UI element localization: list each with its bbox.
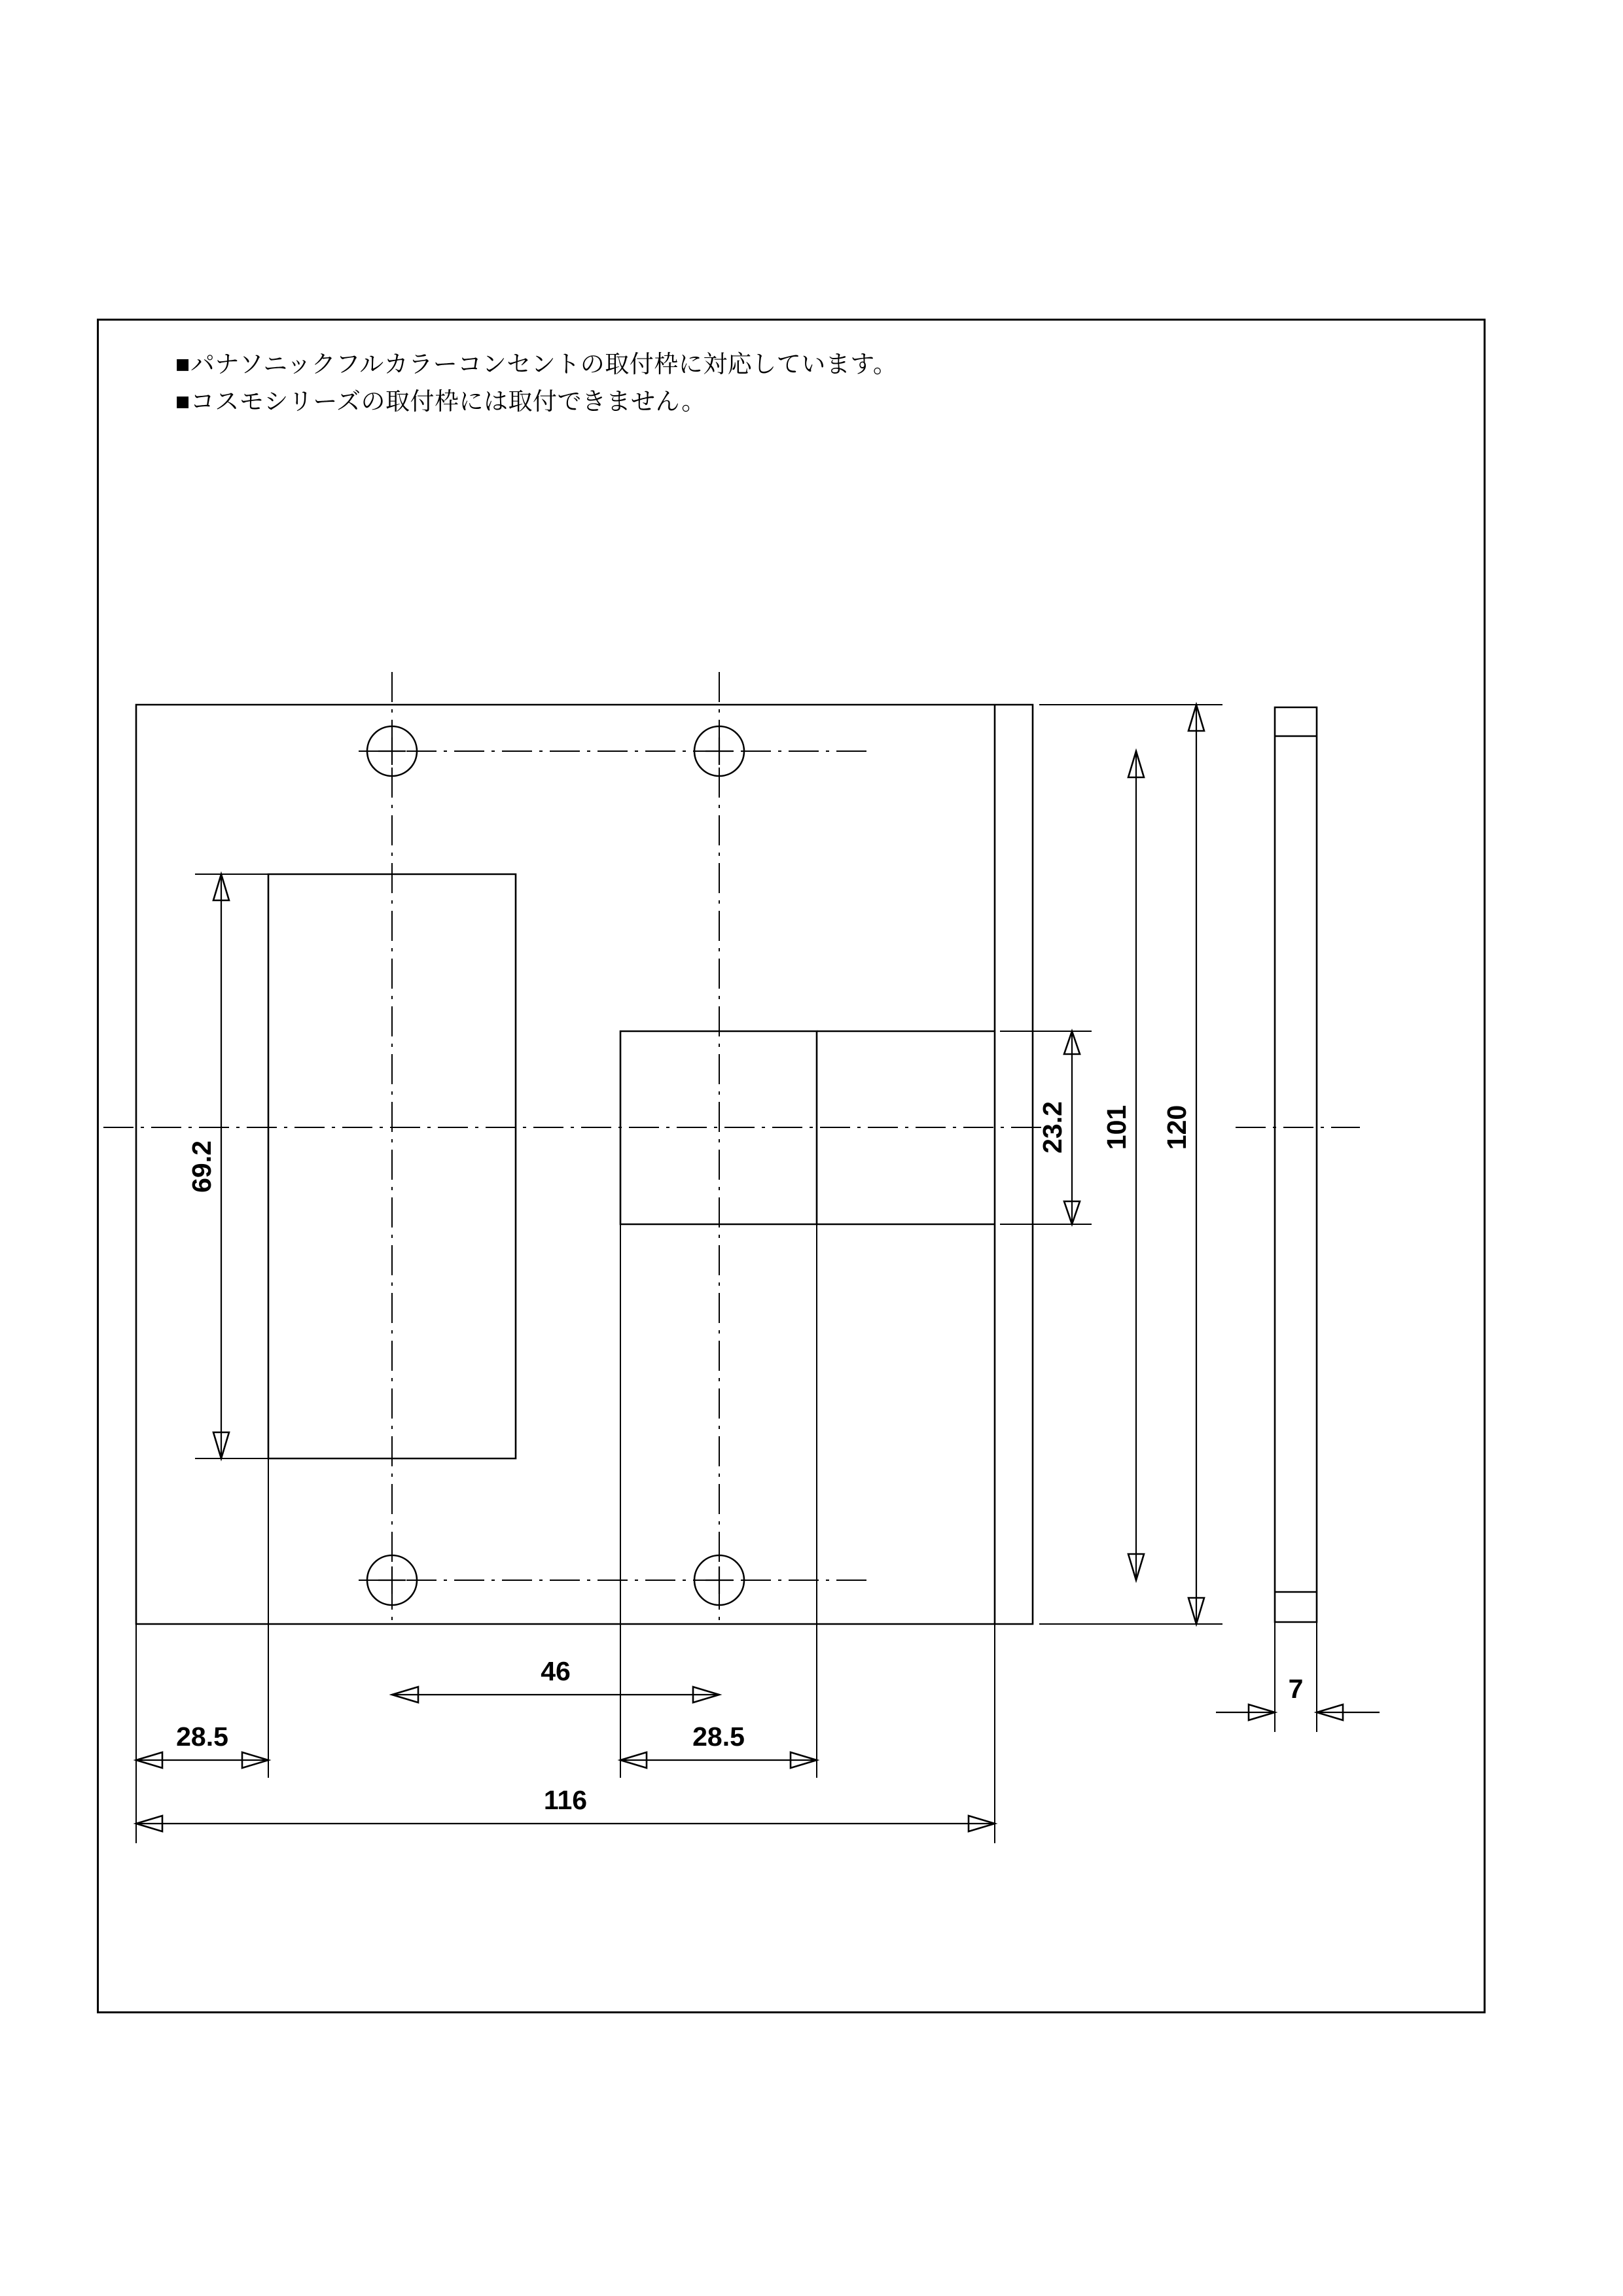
dimension-7 [1216,1622,1380,1732]
note-line-1: ■パナソニックフルカラーコンセントの取付枠に対応しています。 [175,351,898,378]
dimension-69-2 [187,874,274,1458]
note-line-2: ■コスモシリーズの取付枠には取付できません。 [175,388,706,415]
dimension-7-label: 7 [1288,1674,1304,1704]
dimension-46-label: 46 [541,1656,571,1686]
dimension-69-2-label: 69.2 [187,1140,217,1193]
dimension-120-label: 120 [1162,1104,1192,1150]
dimension-23-2-label: 23.2 [1037,1101,1067,1154]
dimension-101-label: 101 [1101,1104,1132,1150]
dimension-116-label: 116 [543,1785,588,1815]
dimension-28-5-left [136,1458,268,1778]
plate-side-view [1275,707,1317,1622]
technical-drawing [97,319,1486,2013]
dimension-101 [1101,751,1144,1580]
plate-front-outline [136,705,1033,1624]
dimension-28-5-right-label: 28.5 [692,1722,745,1752]
dimension-28-5-left-label: 28.5 [176,1722,228,1752]
dimension-46 [392,1656,719,1703]
dimension-120 [1039,705,1222,1624]
